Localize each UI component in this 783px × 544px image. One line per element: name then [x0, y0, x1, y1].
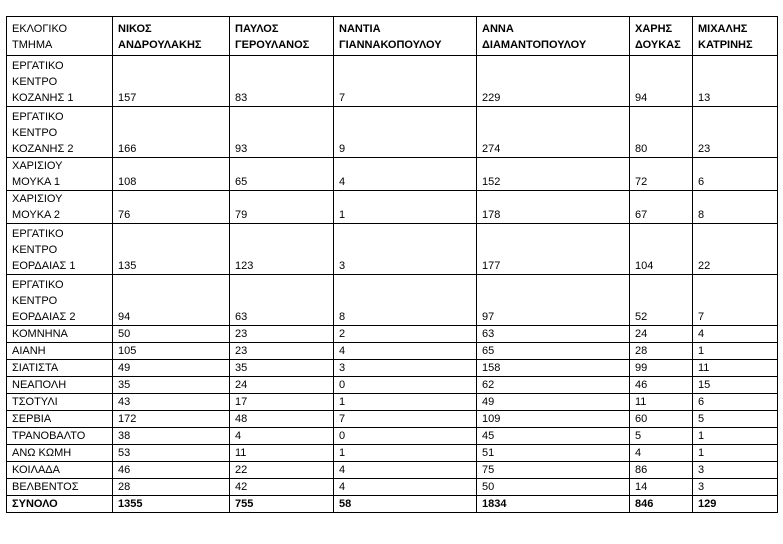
table-row [7, 107, 778, 158]
vote-cell: 152 [477, 158, 630, 191]
section-line: ΜΟΥΚΑ 1 [12, 176, 60, 188]
total-cell: 129 [693, 496, 778, 513]
vote-cell: 76 [113, 191, 230, 224]
table-row [7, 191, 778, 224]
vote-cell: 93 [230, 107, 334, 158]
header-candidate [477, 17, 630, 56]
vote-cell: 4 [334, 462, 477, 479]
vote-cell: 1 [693, 343, 778, 360]
vote-cell: 4 [693, 326, 778, 343]
header-candidate [113, 17, 230, 56]
vote-cell: 50 [113, 326, 230, 343]
vote-cell: 14 [630, 479, 693, 496]
vote-cell: 4 [230, 428, 334, 445]
vote-cell: 24 [230, 377, 334, 394]
section-cell: ΚΟΜΝΗΝΑ [7, 326, 113, 343]
vote-cell: 23 [230, 326, 334, 343]
table-row [7, 445, 778, 462]
header-last-name: ΓΕΡΟΥΛΑΝΟΣ [235, 39, 310, 51]
vote-cell: 166 [113, 107, 230, 158]
header-last-name: ΔΟΥΚΑΣ [635, 39, 681, 51]
header-last-name: ΚΑΤΡΙΝΗΣ [698, 39, 753, 51]
vote-cell: 35 [113, 377, 230, 394]
header-candidate [334, 17, 477, 56]
section-cell [7, 56, 113, 107]
header-section-line: ΕΚΛΟΓΙΚΟ [12, 23, 68, 35]
vote-cell: 65 [477, 343, 630, 360]
table-row [7, 428, 778, 445]
total-cell: 1834 [477, 496, 630, 513]
vote-cell: 0 [334, 428, 477, 445]
vote-cell: 104 [630, 224, 693, 275]
vote-cell: 63 [477, 326, 630, 343]
section-line: ΚΕΝΤΡΟ [12, 76, 58, 88]
section-line: ΧΑΡΙΣΙΟΥ [12, 193, 63, 205]
vote-cell: 48 [230, 411, 334, 428]
section-cell: ΚΟΙΛΑΔΑ [7, 462, 113, 479]
section-line: ΕΟΡΔΑΙΑΣ 2 [12, 311, 76, 323]
section-line: ΚΟΖΑΝΗΣ 2 [12, 143, 74, 155]
vote-cell: 72 [630, 158, 693, 191]
vote-cell: 135 [113, 224, 230, 275]
header-section [7, 17, 113, 56]
vote-cell: 3 [693, 462, 778, 479]
header-section-line: ΤΜΗΜΑ [12, 39, 53, 51]
vote-cell: 17 [230, 394, 334, 411]
vote-cell: 80 [630, 107, 693, 158]
section-cell: ΑΙΑΝΗ [7, 343, 113, 360]
section-line: ΚΕΝΤΡΟ [12, 127, 58, 139]
section-line: ΚΕΝΤΡΟ [12, 295, 58, 307]
header-first-name: ΠΑΥΛΟΣ [235, 23, 279, 35]
vote-cell: 108 [113, 158, 230, 191]
vote-cell: 49 [113, 360, 230, 377]
vote-cell: 99 [630, 360, 693, 377]
vote-cell: 97 [477, 275, 630, 326]
header-row [7, 17, 778, 56]
vote-cell: 86 [630, 462, 693, 479]
vote-cell: 105 [113, 343, 230, 360]
vote-cell: 1 [334, 191, 477, 224]
vote-cell: 22 [230, 462, 334, 479]
vote-cell: 11 [230, 445, 334, 462]
section-cell: ΒΕΛΒΕΝΤΟΣ [7, 479, 113, 496]
vote-cell: 46 [630, 377, 693, 394]
section-line: ΕΟΡΔΑΙΑΣ 1 [12, 260, 76, 272]
vote-cell: 3 [334, 360, 477, 377]
vote-cell: 8 [693, 191, 778, 224]
vote-cell: 5 [693, 411, 778, 428]
header-candidate [693, 17, 778, 56]
vote-cell: 94 [630, 56, 693, 107]
vote-cell: 67 [630, 191, 693, 224]
vote-cell: 1 [693, 428, 778, 445]
table-body [7, 56, 778, 496]
table-row [7, 394, 778, 411]
total-row [7, 496, 778, 513]
vote-cell: 158 [477, 360, 630, 377]
vote-cell: 6 [693, 158, 778, 191]
section-cell [7, 224, 113, 275]
vote-cell: 49 [477, 394, 630, 411]
vote-cell: 45 [477, 428, 630, 445]
table-row [7, 377, 778, 394]
vote-cell: 50 [477, 479, 630, 496]
total-cell: 1355 [113, 496, 230, 513]
vote-cell: 1 [334, 445, 477, 462]
header-first-name: ΝΑΝΤΙΑ [339, 23, 381, 35]
section-cell [7, 158, 113, 191]
header-candidate [630, 17, 693, 56]
section-line: ΕΡΓΑΤΙΚΟ [12, 111, 64, 123]
section-cell [7, 107, 113, 158]
header-last-name: ΓΙΑΝΝΑΚΟΠΟΥΛΟΥ [339, 39, 442, 51]
table-row [7, 411, 778, 428]
table-row [7, 343, 778, 360]
vote-cell: 7 [334, 56, 477, 107]
vote-cell: 229 [477, 56, 630, 107]
vote-cell: 62 [477, 377, 630, 394]
vote-cell: 9 [334, 107, 477, 158]
vote-cell: 5 [630, 428, 693, 445]
results-table [6, 16, 778, 513]
header-first-name: ΑΝΝΑ [482, 23, 514, 35]
vote-cell: 4 [630, 445, 693, 462]
header-last-name: ΑΝΔΡΟΥΛΑΚΗΣ [118, 39, 202, 51]
section-line: ΜΟΥΚΑ 2 [12, 209, 60, 221]
section-cell: ΣΕΡΒΙΑ [7, 411, 113, 428]
vote-cell: 46 [113, 462, 230, 479]
vote-cell: 177 [477, 224, 630, 275]
vote-cell: 11 [630, 394, 693, 411]
vote-cell: 79 [230, 191, 334, 224]
vote-cell: 274 [477, 107, 630, 158]
total-label: ΣΥΝΟΛΟ [7, 496, 113, 513]
section-line: ΚΟΖΑΝΗΣ 1 [12, 92, 74, 104]
vote-cell: 53 [113, 445, 230, 462]
vote-cell: 3 [334, 224, 477, 275]
vote-cell: 7 [334, 411, 477, 428]
vote-cell: 123 [230, 224, 334, 275]
vote-cell: 23 [230, 343, 334, 360]
vote-cell: 1 [693, 445, 778, 462]
vote-cell: 178 [477, 191, 630, 224]
vote-cell: 4 [334, 343, 477, 360]
vote-cell: 4 [334, 158, 477, 191]
table-row [7, 462, 778, 479]
vote-cell: 35 [230, 360, 334, 377]
vote-cell: 42 [230, 479, 334, 496]
table-row [7, 479, 778, 496]
vote-cell: 11 [693, 360, 778, 377]
table-row [7, 360, 778, 377]
section-line: ΕΡΓΑΤΙΚΟ [12, 228, 64, 240]
vote-cell: 23 [693, 107, 778, 158]
vote-cell: 4 [334, 479, 477, 496]
section-cell: ΤΣΟΤΥΛΙ [7, 394, 113, 411]
vote-cell: 24 [630, 326, 693, 343]
vote-cell: 28 [113, 479, 230, 496]
vote-cell: 83 [230, 56, 334, 107]
vote-cell: 157 [113, 56, 230, 107]
vote-cell: 1 [334, 394, 477, 411]
vote-cell: 8 [334, 275, 477, 326]
vote-cell: 2 [334, 326, 477, 343]
table-row [7, 158, 778, 191]
vote-cell: 94 [113, 275, 230, 326]
table-row [7, 275, 778, 326]
table-row [7, 56, 778, 107]
section-cell: ΝΕΑΠΟΛΗ [7, 377, 113, 394]
vote-cell: 13 [693, 56, 778, 107]
total-cell: 846 [630, 496, 693, 513]
section-line: ΧΑΡΙΣΙΟΥ [12, 160, 63, 172]
header-candidate [230, 17, 334, 56]
section-cell [7, 191, 113, 224]
vote-cell: 15 [693, 377, 778, 394]
vote-cell: 109 [477, 411, 630, 428]
section-cell: ΤΡΑΝΟΒΑΛΤΟ [7, 428, 113, 445]
vote-cell: 63 [230, 275, 334, 326]
section-cell [7, 275, 113, 326]
section-cell: ΣΙΑΤΙΣΤΑ [7, 360, 113, 377]
vote-cell: 7 [693, 275, 778, 326]
vote-cell: 65 [230, 158, 334, 191]
vote-cell: 75 [477, 462, 630, 479]
table-row [7, 224, 778, 275]
vote-cell: 43 [113, 394, 230, 411]
section-line: ΚΕΝΤΡΟ [12, 244, 58, 256]
vote-cell: 60 [630, 411, 693, 428]
vote-cell: 172 [113, 411, 230, 428]
table-row [7, 326, 778, 343]
total-cell: 58 [334, 496, 477, 513]
total-cell: 755 [230, 496, 334, 513]
header-first-name: ΜΙΧΑΛΗΣ [698, 23, 748, 35]
vote-cell: 51 [477, 445, 630, 462]
vote-cell: 3 [693, 479, 778, 496]
vote-cell: 52 [630, 275, 693, 326]
vote-cell: 22 [693, 224, 778, 275]
header-last-name: ΔΙΑΜΑΝΤΟΠΟΥΛΟΥ [482, 39, 587, 51]
vote-cell: 6 [693, 394, 778, 411]
header-first-name: ΧΑΡΗΣ [635, 23, 673, 35]
section-line: ΕΡΓΑΤΙΚΟ [12, 60, 64, 72]
section-cell: ΑΝΩ ΚΩΜΗ [7, 445, 113, 462]
section-line: ΕΡΓΑΤΙΚΟ [12, 279, 64, 291]
header-first-name: ΝΙΚΟΣ [118, 23, 152, 35]
vote-cell: 38 [113, 428, 230, 445]
vote-cell: 28 [630, 343, 693, 360]
vote-cell: 0 [334, 377, 477, 394]
